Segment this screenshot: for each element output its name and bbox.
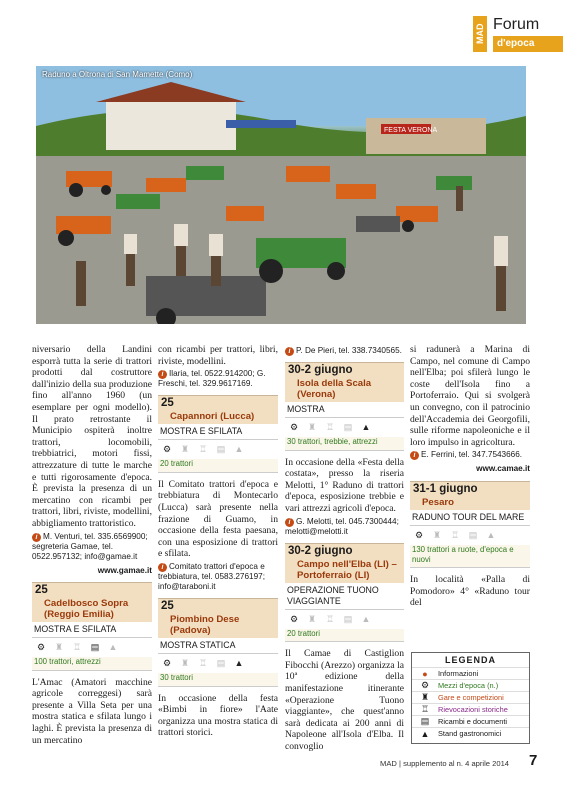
trophy-icon: ♜	[180, 657, 190, 668]
info-line	[285, 346, 404, 356]
info-icon: i	[158, 370, 167, 379]
tractor-rally-illustration	[36, 66, 526, 324]
legend-item	[412, 679, 529, 691]
article-text: In località «Palla di Pomodoro» 4° «Raduno tour del	[410, 574, 530, 609]
event-location: Cadelbosco Sopra (Reggio Emilia)	[32, 598, 152, 622]
legend-label: Stand gastronomici	[438, 729, 502, 738]
footer-text: MAD | supplemento al n. 4 aprile 2014	[380, 759, 510, 768]
event-icons	[158, 653, 278, 673]
event-icons	[32, 637, 152, 657]
article-text: si radunerà a Marina di Campo, nel comune di Campo nell'Elba; poi sfilerà lungo le coste dell'Isola fino a Portoferraio. Qui si svolgerà un convegno, con il patrocinio dell'Accademia dei Georgofili, sulle riforme napoleoniche e il loro impulso in agricoltura.	[410, 344, 530, 448]
legend-item	[412, 703, 529, 715]
legend-label: Mezzi d'epoca (n.)	[438, 681, 499, 690]
book-icon: ▤	[90, 642, 100, 653]
event-location: Pesaro	[410, 497, 530, 510]
event-type: OPERAZIONE TUONO VIAGGIANTE	[287, 584, 379, 606]
castle-icon: ♖	[420, 704, 430, 714]
legend-item	[412, 715, 529, 727]
event-date: 30-2 giugno	[285, 543, 404, 559]
info-text: G. Melotti, tel. 045.7300444; melotti@melotti.it	[285, 516, 399, 536]
event-listing	[410, 481, 530, 568]
brand-mark: MAD	[473, 16, 487, 52]
website-link[interactable]: www.gamae.it	[97, 565, 152, 575]
info-icon: i	[32, 533, 41, 542]
castle-icon: ♖	[450, 529, 460, 540]
book-icon: ▤	[216, 657, 226, 668]
article-text: Il Comitato trattori d'epoca e trebbiatura di Montecarlo (Lucca) sarà presente nella frazione di Guamo, in occasione della festa paesana, con una esposizione di trattori e sfilata.	[158, 478, 278, 560]
page-number: 7	[529, 752, 538, 769]
tractor-icon: ⚙	[162, 444, 172, 455]
event-type: RADUNO TOUR DEL MARE	[412, 511, 525, 522]
event-date: 25	[158, 395, 278, 411]
book-icon: ▤	[343, 613, 353, 624]
article-text: L'Amac (Amatori macchine agricole correggesi) sarà presente a Villa Seta per una mostra statica e sfilata lungo i laghi. È prevista la presenza di un mercatino	[32, 676, 152, 746]
trophy-icon: ♜	[420, 692, 430, 702]
article-text: niversario della Landini esporrà tutta la serie di trattori prodotti dal costruttore dall'inizio della sua produzione fino all'anno 1960 (un esemplare per ogni modello). Il prato retrostante il Municipio ospiterà inoltre trattori, locomobili, trebbiatrici, motori fissi, attrezzature di tutte le marche e tutti rigorosamente d'epoca. È prevista la presenza di un mercatino con ricambi per trattori, libri, riviste, modellini, abbigliamento trattoristico.	[32, 344, 152, 529]
food-stand-icon: ▲	[361, 422, 371, 432]
food-stand-icon: ▲	[361, 613, 371, 624]
castle-icon: ♖	[325, 613, 335, 624]
svg-text:FESTA VERONA: FESTA VERONA	[384, 127, 438, 134]
book-icon: ▤	[420, 716, 430, 726]
event-icons	[285, 417, 404, 437]
event-date: 30-2 giugno	[285, 362, 404, 378]
event-listing	[285, 543, 404, 643]
info-text: M. Venturi, tel. 335.6569900; segreteria Gamae, tel. 0522.957132; info@gamae.it	[32, 531, 148, 561]
info-line	[410, 450, 530, 460]
column-1	[32, 344, 152, 748]
event-type: MOSTRA STATICA	[160, 639, 236, 650]
legend-label: Ricambi e documenti	[438, 717, 508, 726]
event-location: Capannori (Lucca)	[158, 411, 278, 424]
tractor-icon: ⚙	[414, 529, 424, 540]
event-location: Campo nell'Elba (LI) – Portoferraio (LI)	[285, 559, 404, 583]
event-type: MOSTRA	[287, 404, 325, 414]
event-icons	[158, 439, 278, 459]
castle-icon: ♖	[198, 444, 208, 455]
info-icon: i	[285, 347, 294, 356]
info-text: Ilaria, tel. 0522.914200; G. Freschi, tel. 329.9617169.	[158, 369, 266, 389]
section-title: Forum	[493, 16, 540, 33]
info-icon: i	[158, 563, 167, 572]
article-text: con ricambi per trattori, libri, riviste, modellini.	[158, 344, 278, 367]
tractor-icon: ⚙	[420, 680, 430, 690]
info-text: E. Ferrini, tel. 347.7543666.	[421, 450, 523, 460]
legend-item	[412, 667, 529, 679]
article-text: Il Camae di Castiglion Fibocchi (Arezzo) organizza la 10ª edizione della manifestazione itinerante «Operazione Tuono viaggiante», che quest'anno sarà dedicata ai 200 anni di Napoleone all'Isola d'Elba. Il convoglio	[285, 648, 404, 752]
event-type: MOSTRA E SFILATA	[34, 624, 117, 635]
trophy-icon: ♜	[54, 642, 64, 653]
book-icon: ▤	[216, 444, 226, 455]
tractor-icon: ⚙	[36, 642, 46, 653]
event-date: 31-1 giugno	[410, 481, 530, 497]
article-text: In occasione della festa «Bimbi in fiore» l'Aate organizza una mostra statica di trattori storici.	[158, 692, 278, 739]
food-stand-icon: ▲	[234, 657, 244, 668]
trophy-icon: ♜	[432, 529, 442, 540]
event-listing	[158, 395, 278, 473]
column-4	[410, 344, 530, 611]
event-date: 25	[158, 598, 278, 614]
food-stand-icon: ▲	[486, 529, 496, 540]
event-listing	[158, 598, 278, 687]
tractor-icon: ⚙	[289, 613, 299, 624]
event-photo	[36, 66, 526, 324]
legend-label: Informazioni	[438, 669, 479, 678]
legend-item	[412, 727, 529, 739]
event-location: Isola della Scala (Verona)	[285, 378, 404, 402]
section-logo	[473, 14, 563, 54]
legend-label: Gare e competizioni	[438, 693, 504, 702]
legend-title: LEGENDA	[444, 655, 496, 665]
event-note: 130 trattori a ruote, d'epoca e nuovi	[410, 545, 530, 568]
info-text: Comitato trattori d'epoca e trebbiatura, tel. 0583.276197; info@taraboni.it	[158, 561, 265, 591]
info-icon: i	[410, 451, 419, 460]
event-location: Piombino Dese (Padova)	[158, 614, 278, 638]
event-icons	[410, 525, 530, 545]
tractor-icon: ⚙	[162, 657, 172, 668]
event-type: MOSTRA E SFILATA	[160, 426, 243, 437]
legend-item	[412, 691, 529, 703]
castle-icon: ♖	[198, 657, 208, 668]
event-note: 30 trattori	[158, 673, 278, 687]
section-tag: d'epoca	[493, 36, 563, 52]
event-note: 30 trattori, trebbie, attrezzi	[285, 437, 404, 451]
castle-icon: ♖	[72, 642, 82, 653]
event-note: 100 trattori, attrezzi	[32, 657, 152, 671]
info-line	[285, 517, 404, 537]
food-stand-icon: ▲	[108, 642, 118, 653]
photo-caption: Raduno a Oltrona di San Mamette (Como)	[42, 70, 193, 79]
book-icon: ▤	[343, 422, 353, 432]
event-note: 20 trattori	[158, 459, 278, 473]
event-listing	[285, 362, 404, 451]
info-line	[32, 532, 152, 562]
legend-label: Rievocazioni storiche	[438, 705, 508, 714]
info-text: P. De Pieri, tel. 338.7340565.	[296, 346, 402, 355]
event-note: 20 trattori	[285, 629, 404, 643]
article-text: In occasione della «Festa della costata», presso la riseria Melotti, 1° Raduno di trattori d'epoca, esposizione trebbie e vari attrezzi agricoli d'epoca.	[285, 456, 404, 514]
info-icon: i	[285, 518, 294, 527]
column-2	[158, 344, 278, 741]
event-date: 25	[32, 582, 152, 598]
tractor-icon: ⚙	[289, 422, 299, 432]
event-icons	[285, 609, 404, 629]
info-icon: ●	[422, 668, 428, 679]
info-line	[158, 369, 278, 389]
info-line	[158, 562, 278, 592]
castle-icon: ♖	[325, 422, 335, 432]
food-stand-icon: ▲	[234, 444, 244, 455]
trophy-icon: ♜	[307, 422, 317, 432]
book-icon: ▤	[468, 529, 478, 540]
trophy-icon: ♜	[180, 444, 190, 455]
food-stand-icon: ▲	[420, 728, 430, 739]
trophy-icon: ♜	[307, 613, 317, 624]
column-3	[285, 344, 404, 755]
website-link[interactable]: www.camae.it	[476, 464, 530, 474]
legend-box	[411, 652, 530, 744]
event-listing	[32, 582, 152, 671]
